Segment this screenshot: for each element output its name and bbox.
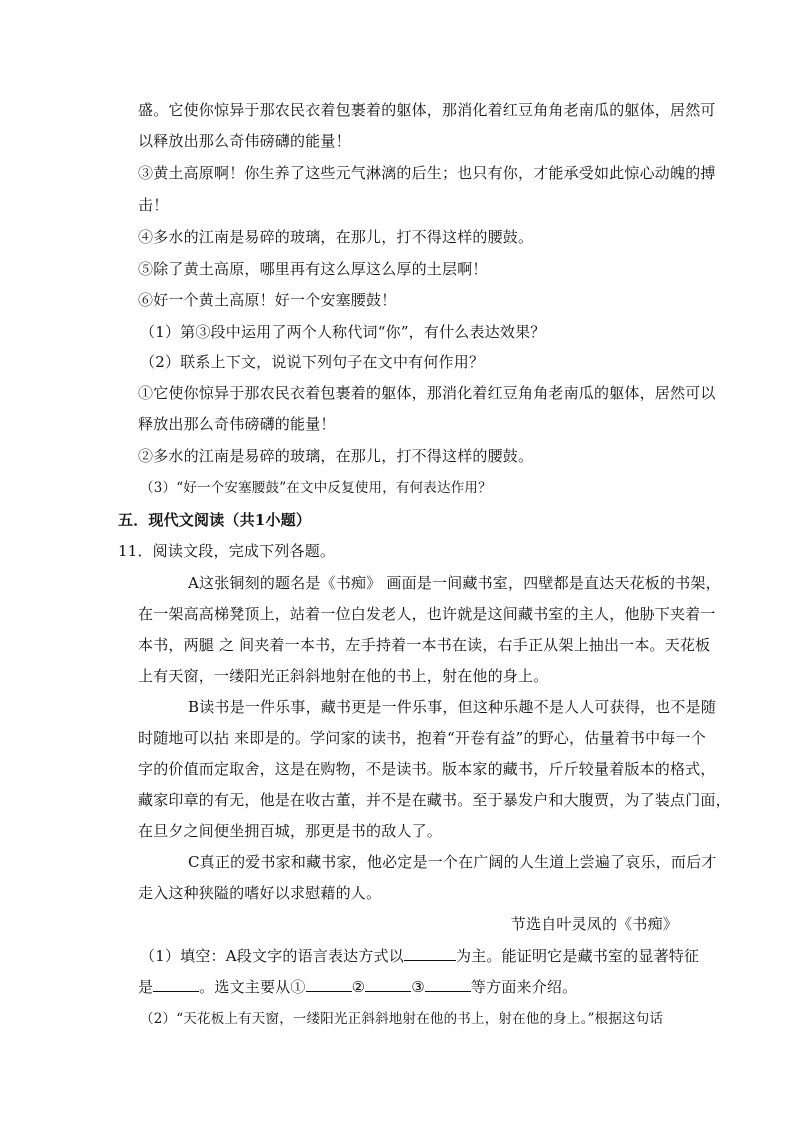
- q1-text: 等方面来介绍。: [470, 978, 578, 996]
- q1-text: （1）填空：A段文字的语言表达方式以: [140, 947, 404, 965]
- question-line: （1）第③段中运用了两个人称代词“你”，有什么表达效果？: [140, 323, 546, 341]
- text-line: 击！: [138, 196, 169, 214]
- text-line: ③黄土高原啊！你生养了这些元气淋漓的后生；也只有你，才能承受如此惊心动魄的搏: [138, 164, 716, 182]
- para-a-line: A这张铜刻的题名是《书痴》 画面是一间藏书室，四壁都是直达天花板的书架，: [188, 574, 721, 592]
- question-2-line: （2）“天花板上有天窗，一缕阳光正斜斜地射在他的书上，射在他的身上。”根据这句话: [140, 1011, 664, 1027]
- q1-text: ③: [411, 978, 425, 996]
- para-c-line: C真正的爱书家和藏书家，他必定是一个在广阔的人生道上尝遍了哀乐，而后才: [188, 853, 717, 871]
- q1-text: 。选文主要从①: [199, 978, 306, 996]
- para-b-line: 字的价值而定取舍，这是在购物，不是读书。版本家的藏书，斤斤较量着版本的格式，: [138, 760, 716, 778]
- para-b-line: B读书是一件乐事，藏书更是一件乐事，但这种乐趣不是人人可获得，也不是随: [188, 698, 717, 716]
- para-b-line: 时随地可以拈 来即是的。学问家的读书，抱着“开卷有益”的野心，估量着书中每一个: [138, 729, 706, 747]
- para-c-line: 走入这种狭隘的嗜好以求慰藉的人。: [138, 884, 382, 902]
- q1-text: 为主。能证明它是藏书室的显著特征: [455, 947, 700, 965]
- para-a-line: 上有天窗，一缕阳光正斜斜地射在他的书上，射在他的身上。: [138, 667, 549, 685]
- q1-text: ②: [351, 978, 366, 996]
- text-line: ④多水的江南是易碎的玻璃，在那儿，打不得这样的腰鼓。: [138, 228, 534, 246]
- answer-blank[interactable]: [306, 977, 352, 992]
- para-b-line: 藏家印章的有无，他是在收古董，并不是在藏书。至于暴发户和大腹贾，为了装点门面，: [138, 791, 731, 809]
- text-line: ⑤除了黄土高原，哪里再有这么厚这么厚的土层啊！: [138, 260, 488, 278]
- text-line: 释放出那么奇伟磅礴的能量！: [138, 415, 336, 433]
- text-line: 盛。它使你惊异于那农民衣着包裹着的躯体，那消化着红豆角角老南瓜的躯体，居然可: [138, 101, 716, 119]
- text-line: ②多水的江南是易碎的玻璃，在那儿，打不得这样的腰鼓。: [138, 447, 534, 465]
- text-line: ①它使你惊异于那农民衣着包裹着的躯体，那消化着红豆角角老南瓜的躯体，居然可以: [138, 384, 716, 402]
- section-heading: 五．现代文阅读（共1小题）: [118, 511, 312, 529]
- para-b-line: 在旦夕之间便坐拥百城，那更是书的敌人了。: [138, 822, 443, 840]
- para-a-line: 本书，两腿 之 间夹着一本书，左手持着一本书在读，右手正从架上抽出一本。天花板: [138, 636, 711, 654]
- answer-blank[interactable]: [365, 977, 411, 992]
- text-line: ⑥好一个黄土高原！好一个安塞腰鼓！: [138, 291, 397, 309]
- question-1-line-2: [138, 977, 678, 997]
- q1-text: 是: [138, 978, 154, 996]
- source-attribution: 节选自叶灵凤的《书痴》: [510, 915, 678, 933]
- text-line: 以释放出那么奇伟磅礴的能量！: [138, 132, 351, 150]
- question-1-line-1: [140, 946, 700, 966]
- answer-blank[interactable]: [153, 977, 199, 992]
- para-a-line: 在一架高高梯凳顶上，站着一位白发老人，也许就是这间藏书室的主人，他胁下夹着一: [138, 605, 716, 623]
- question-line: （2）联系上下文，说说下列句子在文中有何作用？: [140, 353, 485, 371]
- question-intro: 11．阅读文段，完成下列各题。: [118, 542, 336, 560]
- answer-blank[interactable]: [404, 946, 456, 961]
- question-line: （3）“好一个安塞腰鼓”在文中反复使用，有何表达作用？: [140, 480, 492, 496]
- answer-blank[interactable]: [425, 977, 471, 992]
